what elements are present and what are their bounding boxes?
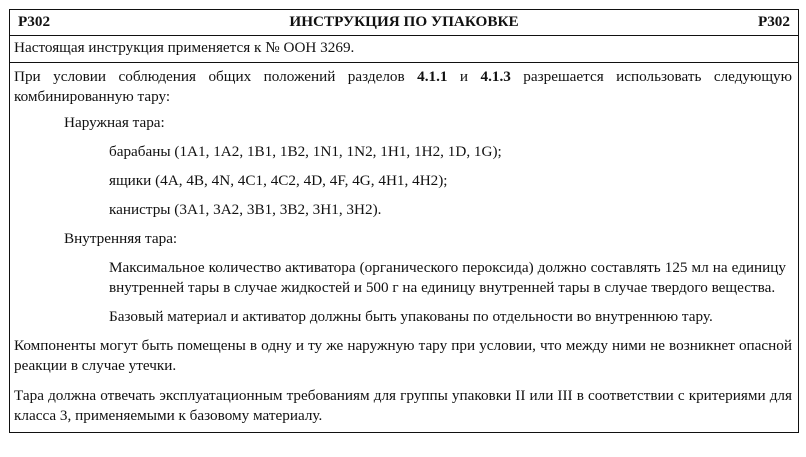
instruction-code-left: P302 <box>10 10 97 36</box>
section-ref-4-1-3: 4.1.3 <box>480 68 511 85</box>
instruction-title: ИНСТРУКЦИЯ ПО УПАКОВКЕ <box>96 10 712 36</box>
section-ref-4-1-1: 4.1.1 <box>417 68 448 85</box>
packing-instruction-table <box>9 9 799 433</box>
intro-text-part2: разрешается использовать следующую комбинированную тару: <box>14 68 792 105</box>
requirements-note: Тара должна отвечать эксплуатационным требованиям для группы упаковки II или III в соответствии с критериями для класса 3, применяемыми к базовому материалу. <box>14 387 792 424</box>
applicability-row <box>10 36 799 63</box>
outer-packaging-label: Наружная тара: <box>64 114 165 131</box>
components-note: Компоненты могут быть помещены в одну и ту же наружную тару при условии, что между ними не возникнет опасной реакции в случае утечки. <box>14 337 792 374</box>
intro-text-part1: При условии соблюдения общих положений разделов <box>14 68 418 85</box>
inner-packaging-label: Внутренняя тара: <box>64 230 178 247</box>
intro-paragraph <box>14 67 792 107</box>
header-row <box>10 10 799 36</box>
main-content-row <box>10 63 799 433</box>
inner-item-activator-limit: Максимальное количество активатора (органического пероксида) должно составлять 125 мл на единицу внутренней тары в случае жидкостей и 500 г на единицу внутренней тары в случае твердого вещества. <box>109 259 786 296</box>
outer-item-drums: барабаны (1A1, 1A2, 1B1, 1B2, 1N1, 1N2, 1H1, 1H2, 1D, 1G); <box>109 143 502 160</box>
outer-item-jerricans: канистры (3A1, 3A2, 3B1, 3B2, 3H1, 3H2). <box>109 201 382 218</box>
outer-item-boxes: ящики (4A, 4B, 4N, 4C1, 4C2, 4D, 4F, 4G, 4H1, 4H2); <box>109 172 448 189</box>
instruction-code-right: P302 <box>712 10 799 36</box>
applicability-text: Настоящая инструкция применяется к № ООН 3269. <box>10 36 799 63</box>
intro-and: и <box>447 68 481 85</box>
main-content-cell <box>10 63 799 433</box>
inner-item-separate-packing: Базовый материал и активатор должны быть упакованы по отдельности во внутреннюю тару. <box>109 308 713 325</box>
